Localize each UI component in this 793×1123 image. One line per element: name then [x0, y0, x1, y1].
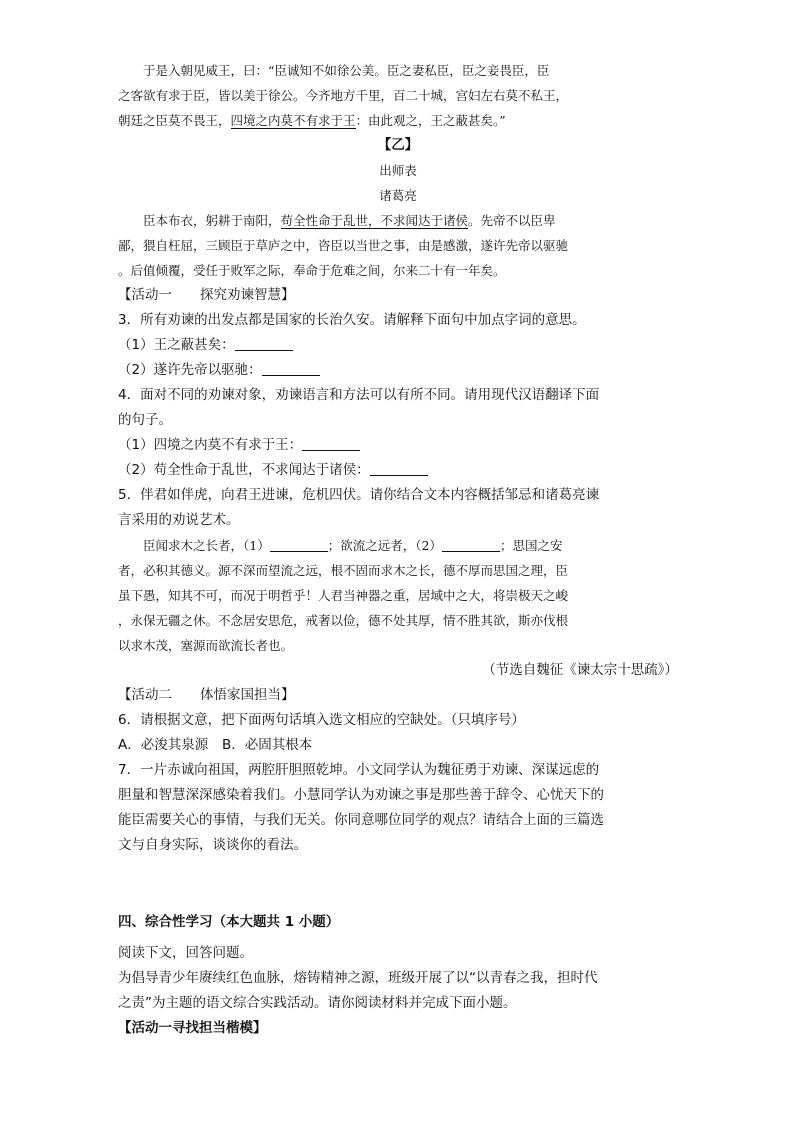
bing-line-3: 虽下愚，知其不可，而况于明哲乎！人君当神器之重，居域中之大，将崇极天之峻	[118, 588, 569, 603]
section-4-para-line-2: 之责”为主题的语文综合实践活动。请你阅读材料并完成下面小题。	[118, 995, 517, 1011]
activity1-heading-b: 探究劝谏智慧】	[200, 287, 295, 303]
bing-line-1-a: 臣闻求木之长者，（1）	[143, 538, 270, 553]
yi-underlined-sentence: 苟全性命于乱世，不求闻达于诸侯	[280, 213, 469, 228]
fill-blank-1[interactable]	[270, 537, 328, 552]
question-4-line-1: 4．面对不同的劝谏对象，劝谏语言和方法可以有所不同。请用现代汉语翻译下面	[118, 387, 600, 403]
option-b: B．必固其根本	[222, 737, 313, 753]
question-4-1	[118, 433, 678, 458]
fill-blank-2[interactable]	[442, 537, 500, 552]
answer-blank[interactable]	[235, 336, 293, 351]
answer-blank[interactable]	[370, 461, 428, 476]
question-3: 3．所有劝谏的出发点都是国家的长治久安。请解释下面句中加点字词的意思。	[118, 312, 586, 328]
yi-title: 出师表	[379, 163, 417, 178]
jia-line-1: 于是入朝见威王，曰：“臣诚知不如徐公美。臣之妻私臣，臣之妾畏臣，臣	[143, 63, 550, 78]
bing-line-1	[118, 533, 678, 558]
yi-author: 诸葛亮	[379, 188, 417, 203]
question-7-line-4: 文与自身实际，谈谈你的看法。	[118, 837, 307, 853]
section-4-sub-heading: 【活动一寻找担当楷模】	[118, 1020, 267, 1036]
question-7-line-1: 7．一片赤诚向祖国，两腔肝胆照乾坤。小文同学认为魏征勇于劝谏、深谋远虑的	[118, 762, 600, 778]
answer-blank[interactable]	[302, 436, 360, 451]
jia-underlined-sentence: 四境之内莫不有求于王	[230, 113, 356, 128]
bing-line-5: 以求木茂，塞源而欲流长者也。	[118, 638, 294, 653]
exam-page	[118, 58, 678, 1041]
yi-line-1-pre: 臣本布衣，躬耕于南阳，	[143, 213, 281, 228]
yi-marker: 【乙】	[377, 137, 419, 153]
jia-line-3-post: ：由此观之，王之蔽甚矣。”	[355, 113, 506, 128]
activity2-heading-a: 【活动二	[118, 687, 172, 703]
question-3-2	[118, 358, 678, 383]
question-3-1-text: （1）王之蔽甚矣：	[118, 337, 235, 353]
jia-line-3-pre: 朝廷之臣莫不畏王，	[118, 113, 231, 128]
question-7-line-2: 胆量和智慧深深感染着我们。小慧同学认为劝谏之事是那些善于辞令、心忧天下的	[118, 787, 604, 803]
yi-line-1-post: 。先帝不以臣卑	[468, 213, 556, 228]
activity1-heading	[118, 283, 678, 308]
question-4-1-text: （1）四境之内莫不有求于王：	[118, 437, 303, 453]
section-4-intro: 阅读下文，回答问题。	[118, 945, 253, 961]
yi-line-2: 鄙，猥自枉屈，三顾臣于草庐之中，咨臣以当世之事，由是感激，遂许先帝以驱驰	[118, 238, 569, 253]
question-3-2-text: （2）遂许先帝以驱驰：	[118, 362, 262, 378]
bing-line-2: 者，必积其德义。源不深而望流之远，根不固而求木之长，德不厚而思国之理，臣	[118, 563, 569, 578]
activity2-heading-b: 体悟家国担当】	[200, 687, 295, 703]
question-5-line-2: 言采用的劝说艺术。	[118, 512, 240, 528]
yi-line-3: 。后值倾覆，受任于败军之际，奉命于危难之间，尔来二十有一年矣。	[118, 263, 506, 278]
answer-blank[interactable]	[262, 361, 320, 376]
activity1-heading-a: 【活动一	[118, 287, 172, 303]
option-a: A．必浚其泉源	[118, 737, 209, 753]
question-4-2-text: （2）苟全性命于乱世，不求闻达于诸侯：	[118, 462, 370, 478]
question-7-line-3: 能臣需要关心的事情，与我们无关。你同意哪位同学的观点？请结合上面的三篇选	[118, 812, 604, 828]
activity2-heading	[118, 683, 678, 708]
jia-line-3	[118, 108, 678, 133]
question-4-line-2: 的句子。	[118, 412, 172, 428]
question-4-2	[118, 458, 678, 483]
bing-line-1-b: ；欲流之远者，（2）	[327, 538, 442, 553]
question-6-options	[118, 733, 678, 758]
section-4-para-line-1: 为倡导青少年赓续红色血脉，熔铸精神之源，班级开展了以“以青春之我，担时代	[118, 970, 598, 986]
question-6: 6．请根据文意，把下面两句话填入选文相应的空缺处。（只填序号）	[118, 712, 525, 728]
question-3-1	[118, 333, 678, 358]
bing-line-4: ，永保无疆之休。不念居安思危，戒奢以俭，德不处其厚，情不胜其欲，斯亦伐根	[118, 613, 569, 628]
bing-source: （节选自魏征《谏太宗十思疏》）	[482, 662, 678, 678]
section-4-heading: 四、综合性学习（本大题共 1 小题）	[118, 914, 340, 930]
yi-line-1	[118, 208, 678, 233]
bing-line-1-c: ；思国之安	[499, 538, 563, 553]
question-5-line-1: 5．伴君如伴虎，向君王进谏，危机四伏。请你结合文本内容概括邹忌和诸葛亮谏	[118, 487, 600, 503]
jia-line-2: 之客欲有求于臣，皆以美于徐公。今齐地方千里，百二十城，宫妇左右莫不私王，	[118, 88, 569, 103]
